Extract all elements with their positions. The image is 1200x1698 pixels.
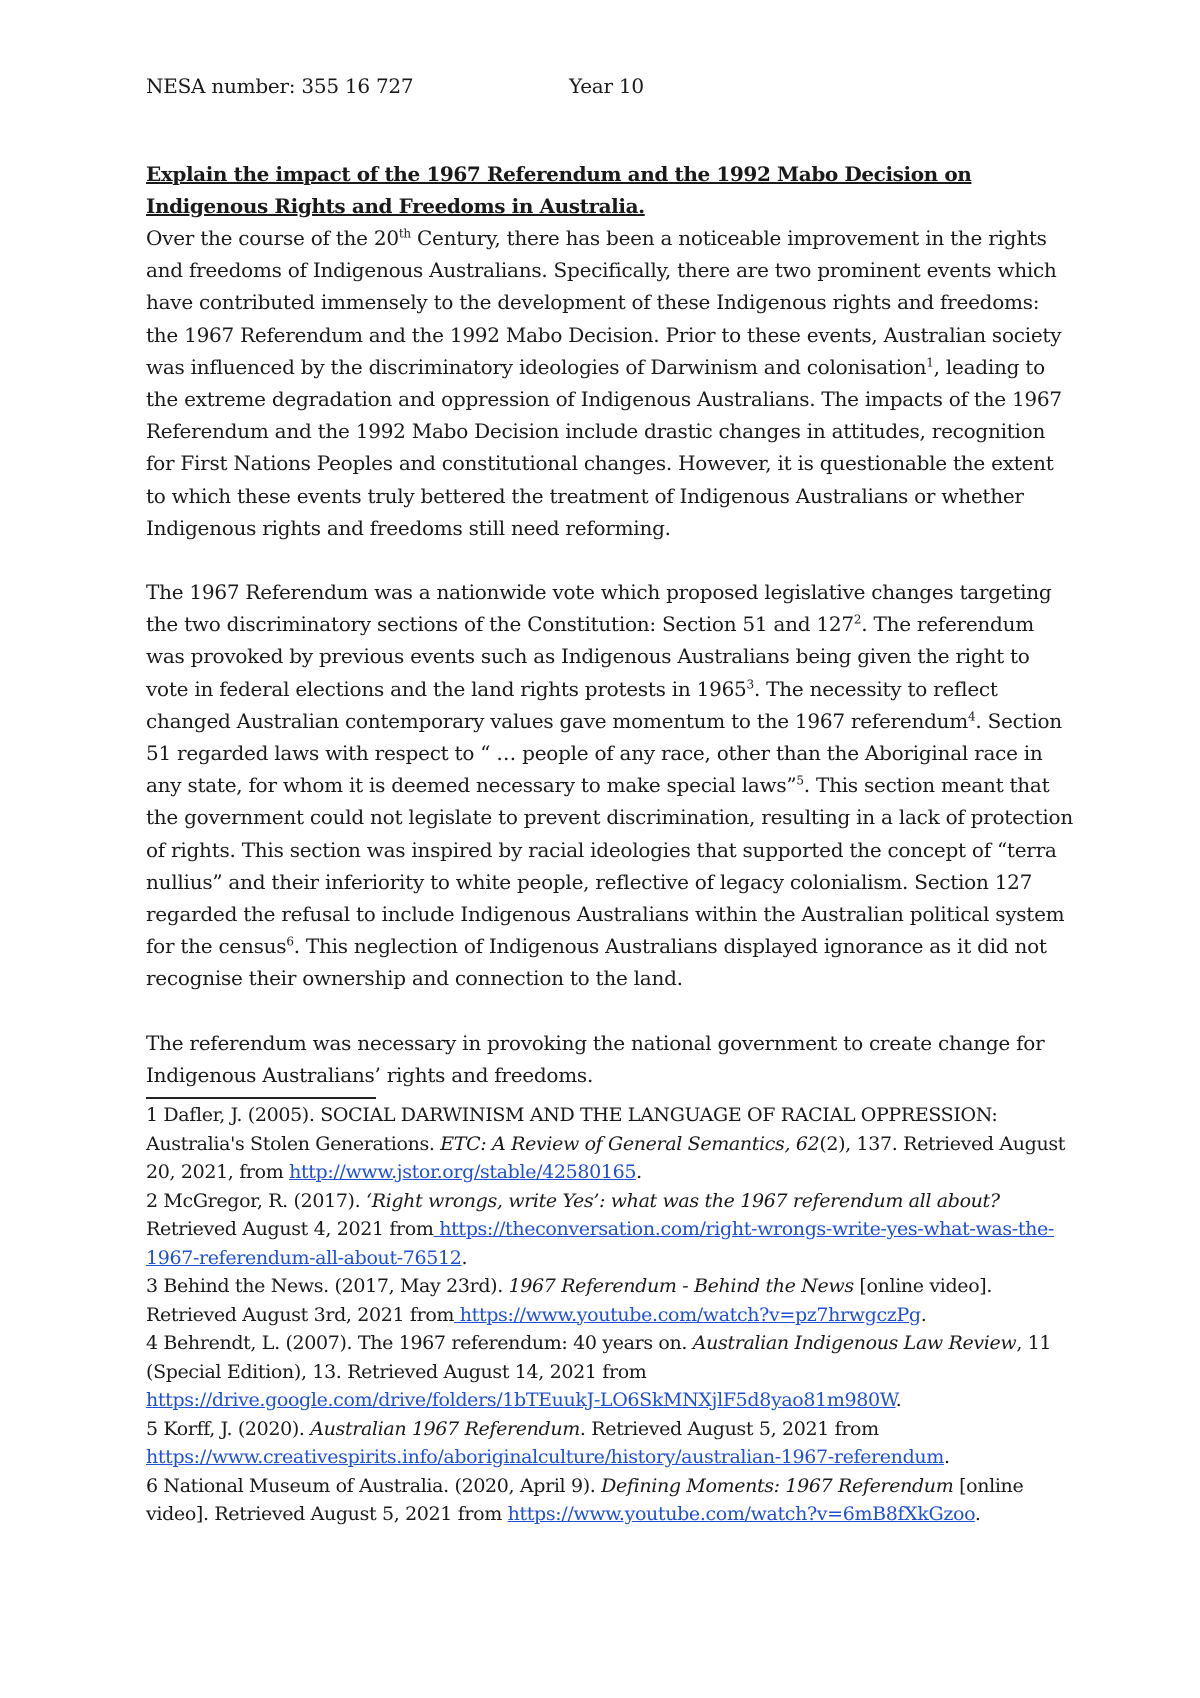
paragraph-gap bbox=[146, 544, 1076, 576]
footnote-italic: ‘Right wrongs, write Yes’: what was the 1967 referendum all about? bbox=[366, 1189, 1000, 1212]
intro-paragraph bbox=[146, 222, 1076, 544]
essay-title: Explain the impact of the 1967 Referendum and the 1992 Mabo Decision on Indigenous Rights and Freedoms in Australia. bbox=[146, 162, 972, 218]
document-page bbox=[146, 70, 1076, 1529]
footnote-text: (2), 137. Retrieved August 20, 2021, from bbox=[146, 1132, 1066, 1184]
footnote-text: [online video]. Retrieved August 3rd, 2021 from bbox=[146, 1275, 993, 1326]
footnote-italic: Australian Indigenous Law Review bbox=[692, 1332, 1017, 1355]
footnote-text: , 11 (Special Edition), 13. Retrieved August 14, 2021 from bbox=[146, 1332, 1052, 1383]
footnote-italic: Defining Moments: 1967 Referendum bbox=[601, 1474, 954, 1497]
footnote-ref-3[interactable]: 3 bbox=[746, 676, 754, 691]
text-run: . This neglection of Indigenous Australians displayed ignorance as it did not recognise their ownership and connection to the land. bbox=[146, 934, 1047, 991]
footnote-text: 5 Korff, J. (2020). bbox=[146, 1417, 311, 1440]
footnote-ref-1[interactable]: 1 bbox=[926, 355, 934, 370]
paragraph-gap bbox=[146, 995, 1076, 1027]
footnote-6 bbox=[146, 1472, 1076, 1529]
text-run: . The necessity to reflect changed Australian contemporary values gave momentum to the 1967 referendum bbox=[146, 676, 998, 733]
footnote-link[interactable]: https://theconversation.com/right-wrongs-write-yes-what-was-the-1967-referendum-all-about-76512 bbox=[146, 1218, 1054, 1269]
footnote-text: . bbox=[461, 1246, 468, 1269]
footnote-italic: 1967 Referendum - Behind the News bbox=[508, 1275, 854, 1298]
footnote-4 bbox=[146, 1329, 1076, 1415]
footnote-text: 1 Dafler, J. (2005). SOCIAL DARWINISM AND THE LANGUAGE OF RACIAL OPPRESSION: Australia's Stolen Generations. bbox=[146, 1104, 998, 1155]
footnote-ref-6[interactable]: 6 bbox=[286, 934, 294, 949]
text-run: . Section 51 regarded laws with respect to “ … people of any race, other than the Aboriginal race in any state, for whom it is deemed necessary to make special laws” bbox=[146, 708, 1062, 798]
footnote-text: 2 McGregor, R. (2017). bbox=[146, 1189, 366, 1212]
footnote-text: Retrieved August 4, 2021 from bbox=[146, 1218, 434, 1241]
footnote-link[interactable]: http://www.jstor.org/stable/42580165 bbox=[289, 1161, 637, 1184]
footnote-text: 3 Behind the News. (2017, May 23rd). bbox=[146, 1275, 509, 1298]
year-level: Year 10 bbox=[569, 74, 644, 98]
footnote-link[interactable]: https://www.youtube.com/watch?v=6mB8fXkGzoo bbox=[507, 1503, 975, 1526]
text-run: The 1967 Referendum was a nationwide vote which proposed legislative changes targeting the two discriminatory sections of the Constitution: Section 51 and 127 bbox=[146, 580, 1052, 637]
footnote-1 bbox=[146, 1101, 1076, 1187]
footnote-text: . bbox=[974, 1503, 981, 1526]
footnote-italic: ETC: A Review of General Semantics, 62 bbox=[440, 1132, 820, 1155]
footnote-text: . bbox=[895, 1389, 902, 1412]
footnote-link[interactable]: https://drive.google.com/drive/folders/1bTEuukJ-LO6SkMNXjlF5d8yao81m980W bbox=[146, 1389, 896, 1412]
footnote-3 bbox=[146, 1272, 1076, 1329]
footnote-ref-2[interactable]: 2 bbox=[853, 612, 862, 627]
footnote-link[interactable]: https://www.creativespirits.info/aboriginalculture/history/australian-1967-referendum bbox=[146, 1446, 944, 1469]
referendum-paragraph bbox=[146, 576, 1076, 995]
conclusion-paragraph: The referendum was necessary in provoking the national government to create change for Indigenous Australians’ rights and freedoms. bbox=[146, 1030, 1045, 1087]
footnote-text: [online video]. Retrieved August 5, 2021 from bbox=[146, 1474, 1024, 1526]
footnote-italic: Australian 1967 Referendum bbox=[310, 1417, 580, 1440]
footnote-text: 6 National Museum of Australia. (2020, April 9). bbox=[146, 1474, 602, 1497]
text-run: Over the course of the 20 bbox=[146, 226, 399, 250]
page-header bbox=[146, 70, 1076, 102]
superscript: th bbox=[398, 226, 411, 241]
footnote-separator bbox=[146, 1097, 376, 1099]
footnote-ref-5[interactable]: 5 bbox=[796, 773, 804, 788]
footnote-link[interactable]: https://www.youtube.com/watch?v=pz7hrwgczPg bbox=[454, 1303, 921, 1326]
text-run: Century, there has been a noticeable improvement in the rights and freedoms of Indigenous Australians. Specifically, there are two prominent events which have contributed immensely to the development of these Indigenous rights and freedoms: the 1967 Referendum and the 1992 Mabo Decision. Prior to these events, Australian society was influenced by the discriminatory ideologies of Darwinism and colonisation bbox=[146, 226, 1062, 379]
footnote-text: 4 Behrendt, L. (2007). The 1967 referendum: 40 years on. bbox=[146, 1332, 693, 1355]
nesa-number: NESA number: 355 16 727 bbox=[146, 74, 414, 98]
footnote-text: . Retrieved August 5, 2021 from bbox=[579, 1417, 879, 1440]
text-run: . This section meant that the government could not legislate to prevent discrimination, resulting in a lack of protection of rights. This section was inspired by racial ideologies that supported the concept of “terra nullius” and their inferiority to white people, reflective of legacy colonialism. Section 127 regarded the refusal to include Indigenous Australians within the Australian political system for the census bbox=[146, 773, 1073, 959]
footnotes bbox=[146, 1101, 1076, 1529]
text-run: . The referendum was provoked by previous events such as Indigenous Australians being given the right to vote in federal elections and the land rights protests in 1965 bbox=[146, 612, 1034, 701]
footnote-ref-4[interactable]: 4 bbox=[967, 709, 976, 724]
footnote-text: . bbox=[943, 1446, 950, 1469]
text-run: , leading to the extreme degradation and oppression of Indigenous Australians. The impacts of the 1967 Referendum and the 1992 Mabo Decision include drastic changes in attitudes, recognition for First Nations Peoples and constitutional changes. However, it is questionable the extent to which these events truly bettered the treatment of Indigenous Australians or whether Indigenous rights and freedoms still need reforming. bbox=[146, 354, 1062, 540]
footnote-2 bbox=[146, 1187, 1076, 1273]
footnote-text: . bbox=[920, 1303, 927, 1326]
footnote-text: . bbox=[636, 1161, 642, 1184]
footnote-5 bbox=[146, 1415, 1076, 1472]
